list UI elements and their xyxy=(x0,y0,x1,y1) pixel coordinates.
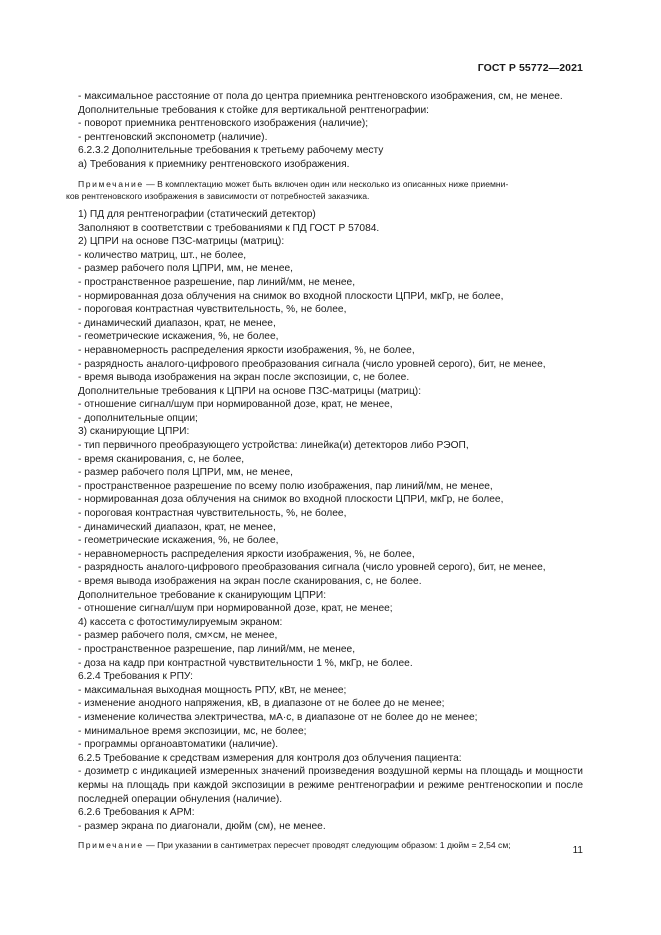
document-code: ГОСТ Р 55772—2021 xyxy=(477,62,583,74)
text-line: 3) сканирующие ЦПРИ: xyxy=(78,426,190,438)
list-item: - время вывода изображения на экран после сканирования, с, не более. xyxy=(78,576,422,587)
page-body xyxy=(66,90,583,857)
list-item: - изменение анодного напряжения, кВ, в диапазоне от не более до не менее; xyxy=(78,698,445,710)
text-line: - поворот приемника рентгеновского изображения (наличие); xyxy=(78,118,369,130)
list-item: - пороговая контрастная чувствительность, %, не более, xyxy=(78,304,347,316)
list-item: - размер рабочего поля ЦПРИ, мм, не менее, xyxy=(78,263,293,275)
list-item: - пространственное разрешение по всему полю изображения, пар линий/мм, не менее, xyxy=(78,480,493,492)
text-line: Дополнительные требования к ЦПРИ на основе ПЗС-матрицы (матриц): xyxy=(78,385,422,397)
text-line: 1) ПД для рентгенографии (статический детектор) xyxy=(78,208,316,220)
section-heading: 6.2.5 Требование к средствам измерения для контроля доз облучения пациента: xyxy=(78,752,462,764)
section-heading: 6.2.3.2 Дополнительные требования к третьему рабочему месту xyxy=(78,145,384,157)
list-item: - размер рабочего поля, см×см, не менее, xyxy=(78,630,278,642)
list-item: - разрядность аналого-цифрового преобразования сигнала (число уровней серого), бит, не менее, xyxy=(78,562,546,574)
text-line: - максимальное расстояние от пола до центра приемника рентгеновского изображения, см, не менее. xyxy=(78,91,563,102)
list-item: - размер экрана по диагонали, дюйм (см), не менее. xyxy=(78,820,326,832)
note-text: — В комплектацию может быть включен один или несколько из описанных ниже приемни- xyxy=(143,178,509,189)
page-number: 11 xyxy=(572,845,583,856)
note-block xyxy=(78,839,583,851)
list-item: - пороговая контрастная чувствительность, %, не более, xyxy=(78,508,347,520)
note-block xyxy=(66,178,583,202)
section-heading: 6.2.6 Требования к АРМ: xyxy=(78,807,195,819)
note-label: Примечание xyxy=(78,178,144,189)
list-item: - геометрические искажения, %, не более, xyxy=(78,331,279,343)
list-item: - нормированная доза облучения на снимок во входной плоскости ЦПРИ, мкГр, не более, xyxy=(78,290,504,302)
list-item: - время сканирования, с, не более, xyxy=(78,453,245,465)
text-line: - рентгеновский экспонометр (наличие). xyxy=(78,131,268,143)
list-item: - динамический диапазон, крат, не менее, xyxy=(78,317,276,329)
list-item: - геометрические искажения, %, не более, xyxy=(78,535,279,547)
list-item: - разрядность аналого-цифрового преобразования сигнала (число уровней серого), бит, не менее, xyxy=(78,358,546,370)
note-label: Примечание xyxy=(78,840,144,851)
list-item: - динамический диапазон, крат, не менее, xyxy=(78,521,276,533)
list-item: - нормированная доза облучения на снимок во входной плоскости ЦПРИ, мкГр, не более, xyxy=(78,494,504,506)
section-heading: 6.2.4 Требования к РПУ: xyxy=(78,671,193,683)
text-line: 2) ЦПРИ на основе ПЗС-матрицы (матриц): xyxy=(78,236,285,248)
list-item: - пространственное разрешение, пар линий/мм, не менее, xyxy=(78,643,356,655)
list-item: - дополнительные опции; xyxy=(78,412,198,424)
list-item: - пространственное разрешение, пар линий/мм, не менее, xyxy=(78,276,356,288)
note-text: — При указании в сантиметрах пересчет проводят следующим образом: 1 дюйм = 2,54 см; xyxy=(143,840,511,851)
note-text: ков рентгеновского изображения в зависимости от потребностей заказчика. xyxy=(66,190,370,201)
text-line: Дополнительное требование к сканирующим ЦПРИ: xyxy=(78,589,327,601)
list-item: - отношение сигнал/шум при нормированной дозе, крат, не менее, xyxy=(78,399,393,411)
text-line: а) Требования к приемнику рентгеновского изображения. xyxy=(78,158,350,170)
list-item: - минимальное время экспозиции, мс, не более; xyxy=(78,725,307,737)
list-item: - время вывода изображения на экран после экспозиции, с, не более. xyxy=(78,372,410,384)
list-item: - отношение сигнал/шум при нормированной дозе, крат, не менее; xyxy=(78,603,393,615)
text-line: 4) кассета с фотостимулируемым экраном: xyxy=(78,616,283,628)
list-item: - программы органоавтоматики (наличие). xyxy=(78,739,279,751)
text-line: Дополнительные требования к стойке для вертикальной рентгенографии: xyxy=(78,104,429,116)
list-item: - неравномерность распределения яркости изображения, %, не более, xyxy=(78,344,415,356)
list-item: - максимальная выходная мощность РПУ, кВт, не менее; xyxy=(78,684,347,696)
dosimeter-paragraph: - дозиметр с индикацией измеренных значений произведения воздушной кермы на площадь и мощности кермы на площадь при каждой экспозиции в режиме рентгенографии и режиме рентгеноскопии и после последней операции обнуления (наличие). xyxy=(78,766,583,805)
list-item: - доза на кадр при контрастной чувствительности 1 %, мкГр, не более. xyxy=(78,657,413,669)
list-item: - изменение количества электричества, мА·с, в диапазоне от не более до не менее; xyxy=(78,711,478,723)
list-item: - неравномерность распределения яркости изображения, %, не более, xyxy=(78,548,415,560)
list-item: - тип первичного преобразующего устройства: линейка(и) детекторов либо РЭОП, xyxy=(78,440,469,452)
text-line: Заполняют в соответствии с требованиями к ПД ГОСТ Р 57084. xyxy=(78,222,380,234)
list-item: - размер рабочего поля ЦПРИ, мм, не менее, xyxy=(78,467,293,479)
list-item: - количество матриц, шт., не более, xyxy=(78,249,247,261)
